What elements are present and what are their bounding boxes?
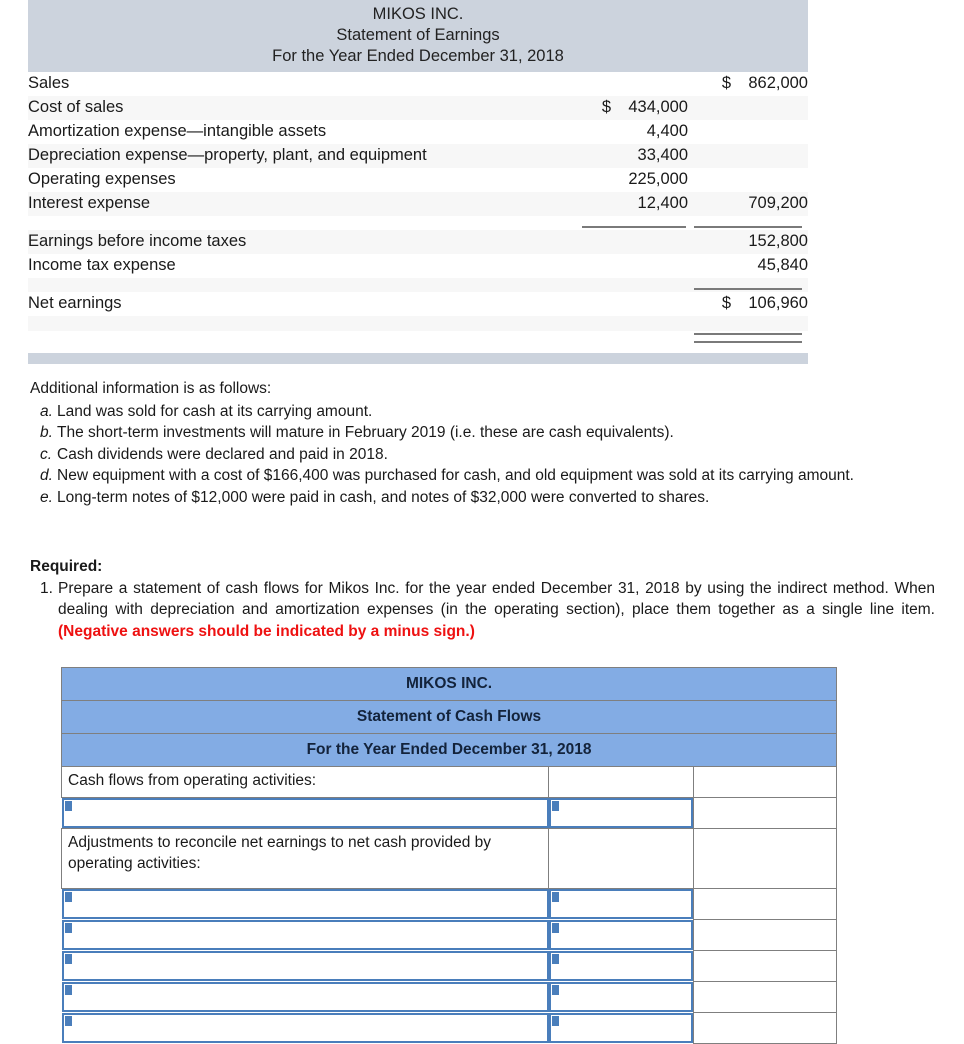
- subtotal-rule-row: [28, 216, 808, 230]
- table-row: [62, 767, 837, 798]
- table-row-input[interactable]: [62, 920, 837, 951]
- row-col2-value: 709,200: [748, 194, 808, 212]
- currency-symbol: $: [721, 294, 731, 312]
- dropdown-triangle-icon[interactable]: [552, 1016, 559, 1026]
- row-col1: [556, 72, 688, 96]
- table-row-input[interactable]: [62, 798, 837, 829]
- table-row: [28, 168, 808, 192]
- list-item: [40, 465, 930, 487]
- underline-rule: [694, 226, 802, 228]
- list-item: [40, 422, 930, 444]
- dropdown-triangle-icon[interactable]: [65, 954, 72, 964]
- amount-input-cell[interactable]: [549, 982, 694, 1013]
- row-label: Amortization expense—intangible assets: [28, 120, 556, 144]
- list-item-text: New equipment with a cost of $166,400 was purchased for cash, and old equipment was sold at its carrying amount.: [57, 467, 854, 484]
- amount-input-cell[interactable]: [549, 920, 694, 951]
- amount-input[interactable]: [549, 951, 694, 981]
- description-input-cell[interactable]: [62, 798, 549, 829]
- amount-input[interactable]: [549, 1013, 694, 1043]
- required-section: [30, 556, 935, 642]
- row-col1: [556, 96, 688, 120]
- table-row-input[interactable]: [62, 951, 837, 982]
- row-total-cell: [694, 829, 837, 889]
- list-item-text: Cash dividends were declared and paid in 2018.: [57, 445, 388, 463]
- row-col2-value: 45,840: [757, 256, 808, 274]
- dropdown-triangle-icon[interactable]: [65, 892, 72, 902]
- list-item: [40, 401, 930, 423]
- double-rule-row: [28, 331, 808, 345]
- row-total-cell: [694, 798, 837, 829]
- row-col1-value: 434,000: [628, 98, 688, 116]
- total-rule-row: [28, 278, 808, 292]
- dropdown-triangle-icon[interactable]: [552, 801, 559, 811]
- row-col2: [688, 168, 808, 192]
- description-input[interactable]: [62, 982, 549, 1012]
- row-total-cell: [694, 982, 837, 1013]
- row-total-cell: [694, 1013, 837, 1044]
- negative-answer-note: (Negative answers should be indicated by a minus sign.): [58, 622, 475, 640]
- row-col1: [556, 144, 688, 168]
- required-instruction: Prepare a statement of cash flows for Mikos Inc. for the year ended December 31, 2018 by using the indirect method. When dealing with depreciation and amortization expenses (in the operating section), place them together as a single line item.: [58, 579, 935, 618]
- row-col1-value: 225,000: [628, 170, 688, 188]
- required-item-text: [58, 578, 935, 643]
- spacer-row: [28, 316, 808, 331]
- row-amount-cell: [549, 829, 694, 889]
- list-item: [40, 444, 930, 466]
- row-label: Income tax expense: [28, 254, 556, 278]
- amount-input-cell[interactable]: [549, 798, 694, 829]
- income-statement: [28, 0, 808, 364]
- row-label: Cash flows from operating activities:: [62, 767, 549, 798]
- row-col2: [688, 254, 808, 278]
- row-col1-value: 33,400: [637, 146, 688, 164]
- row-amount-cell: [549, 767, 694, 798]
- required-title: Required:: [30, 558, 103, 575]
- amount-input[interactable]: [549, 982, 694, 1012]
- row-total-cell: [694, 767, 837, 798]
- table-row: [62, 829, 837, 889]
- list-item-marker: e.: [40, 488, 53, 506]
- list-item-text: Long-term notes of $12,000 were paid in cash, and notes of $32,000 were converted to shares.: [57, 488, 710, 506]
- income-statement-table: [28, 72, 808, 345]
- table-row-input[interactable]: [62, 1013, 837, 1044]
- table-row: [28, 192, 808, 216]
- row-label: Sales: [28, 72, 556, 96]
- row-col2: [688, 230, 808, 254]
- list-item-marker: d.: [40, 467, 53, 484]
- table-row: [28, 120, 808, 144]
- row-col1: [556, 192, 688, 216]
- required-item-marker: 1.: [40, 579, 53, 597]
- description-input[interactable]: [62, 889, 549, 919]
- description-input[interactable]: [62, 798, 549, 828]
- dropdown-triangle-icon[interactable]: [552, 985, 559, 995]
- amount-input[interactable]: [549, 798, 694, 828]
- additional-info-title: Additional information is as follows:: [30, 380, 272, 397]
- total-value: 106,960: [748, 294, 808, 312]
- table-row: [28, 230, 808, 254]
- row-col2: [688, 96, 808, 120]
- list-item-text: Land was sold for cash at its carrying amount.: [57, 402, 373, 420]
- company-name: MIKOS INC.: [372, 5, 464, 23]
- row-col2: [688, 192, 808, 216]
- dropdown-triangle-icon[interactable]: [65, 801, 72, 811]
- dropdown-triangle-icon[interactable]: [65, 1016, 72, 1026]
- description-input[interactable]: [62, 1013, 549, 1043]
- statement-title: Statement of Earnings: [336, 26, 500, 44]
- row-label: Cost of sales: [28, 96, 556, 120]
- row-col1: [556, 120, 688, 144]
- answer-statement-period: For the Year Ended December 31, 2018: [62, 734, 837, 767]
- row-col1-value: 12,400: [637, 194, 688, 212]
- currency-symbol: $: [721, 74, 731, 92]
- list-item: [40, 487, 930, 509]
- answer-table-header-row: [62, 668, 837, 701]
- row-col2: [688, 72, 808, 96]
- dropdown-triangle-icon[interactable]: [552, 954, 559, 964]
- amount-input-cell[interactable]: [549, 1013, 694, 1044]
- row-col1-value: 4,400: [646, 122, 688, 140]
- table-row: [28, 96, 808, 120]
- table-row-input[interactable]: [62, 889, 837, 920]
- row-col2-value: 152,800: [748, 232, 808, 250]
- required-item: [40, 578, 935, 643]
- table-row-input[interactable]: [62, 982, 837, 1013]
- amount-input-cell[interactable]: [549, 951, 694, 982]
- additional-information: [30, 378, 930, 508]
- row-total-cell: [694, 920, 837, 951]
- amount-input-cell[interactable]: [549, 889, 694, 920]
- list-item-marker: b.: [40, 424, 53, 441]
- description-input-cell[interactable]: [62, 951, 549, 982]
- description-input-cell[interactable]: [62, 1013, 549, 1044]
- amount-input[interactable]: [549, 889, 694, 919]
- amount-input[interactable]: [549, 920, 694, 950]
- currency-symbol: $: [601, 98, 611, 116]
- description-input-cell[interactable]: [62, 920, 549, 951]
- table-row: [28, 72, 808, 96]
- table-row-total: [28, 292, 808, 316]
- answer-table-header-row: [62, 701, 837, 734]
- row-label: Earnings before income taxes: [28, 230, 556, 254]
- double-underline-rule: [694, 333, 802, 343]
- answer-table-header-row: [62, 734, 837, 767]
- total-col2: [688, 292, 808, 316]
- dropdown-triangle-icon[interactable]: [552, 892, 559, 902]
- row-label: Depreciation expense—property, plant, and equipment: [28, 144, 556, 168]
- cash-flow-answer-table: [61, 667, 837, 1044]
- list-item-text: The short-term investments will mature in February 2019 (i.e. these are cash equivalents).: [57, 424, 674, 441]
- description-input-cell[interactable]: [62, 889, 549, 920]
- dropdown-triangle-icon[interactable]: [65, 923, 72, 933]
- row-label: Adjustments to reconcile net earnings to net cash provided by operating activities:: [62, 829, 549, 889]
- underline-rule: [694, 288, 802, 290]
- total-label: Net earnings: [28, 292, 556, 316]
- row-label: Interest expense: [28, 192, 556, 216]
- table-row: [28, 144, 808, 168]
- row-col2: [688, 120, 808, 144]
- list-item-marker: c.: [40, 445, 53, 463]
- list-item-marker: a.: [40, 402, 53, 420]
- row-col1: [556, 168, 688, 192]
- description-input[interactable]: [62, 951, 549, 981]
- row-col2: [688, 144, 808, 168]
- table-row: [28, 254, 808, 278]
- dropdown-triangle-icon[interactable]: [65, 985, 72, 995]
- row-col2-value: 862,000: [748, 74, 808, 92]
- answer-company-name: MIKOS INC.: [62, 668, 837, 701]
- dropdown-triangle-icon[interactable]: [552, 923, 559, 933]
- underline-rule: [582, 226, 686, 228]
- row-label: Operating expenses: [28, 168, 556, 192]
- row-total-cell: [694, 951, 837, 982]
- statement-period: For the Year Ended December 31, 2018: [272, 47, 564, 65]
- income-statement-header: [28, 0, 808, 72]
- description-input[interactable]: [62, 920, 549, 950]
- answer-statement-title: Statement of Cash Flows: [62, 701, 837, 734]
- description-input-cell[interactable]: [62, 982, 549, 1013]
- row-total-cell: [694, 889, 837, 920]
- statement-footer-band: [28, 353, 808, 364]
